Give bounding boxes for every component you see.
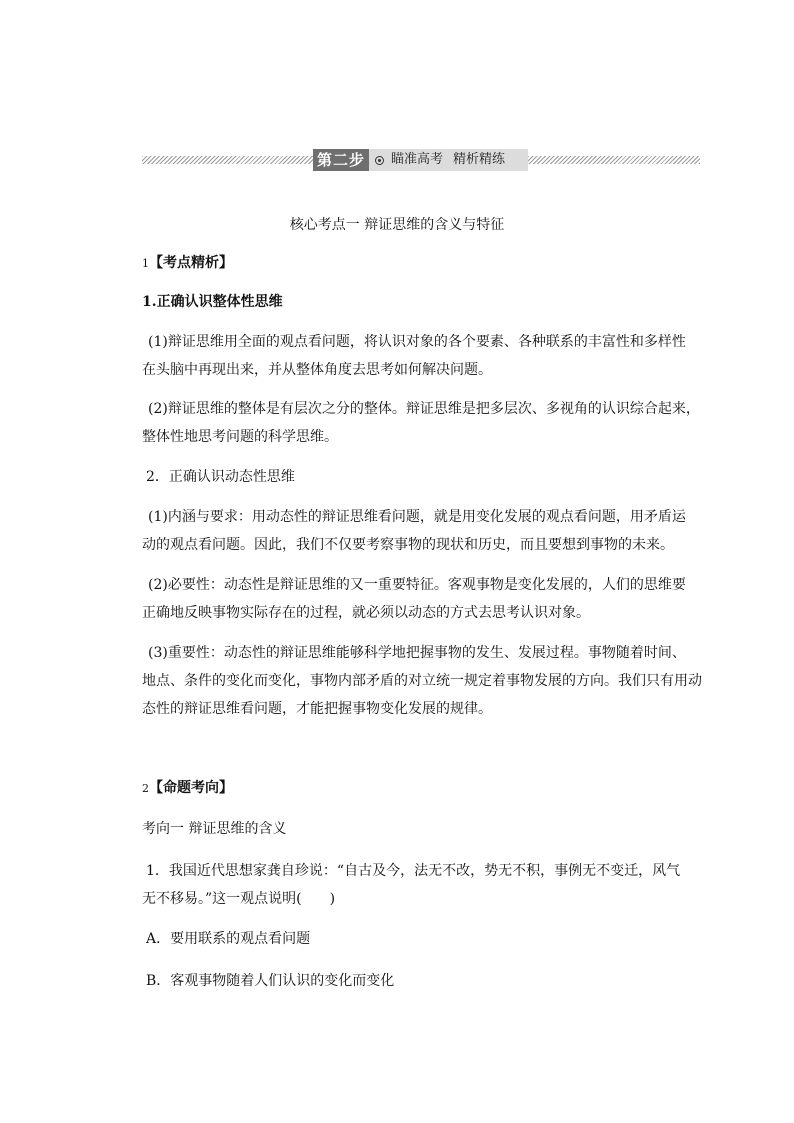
paragraph-text: 辩证思维的整体是有层次之分的整体。辩证思维是把多层次、多视角的认识综合起来，: [167, 401, 700, 417]
heading-number: 1.: [142, 294, 157, 310]
paragraph-2-line-2: 整体性地思考问题的科学思维。: [142, 429, 338, 445]
heading-holistic-thinking: [142, 292, 283, 312]
paragraph-5-line-2: 地点、条件的变化而变化，事物内部矛盾的对立统一规定着事物发展的方向。我们只有用动: [142, 673, 702, 689]
part-label: 【命题考向】: [149, 780, 233, 796]
paragraph-5-line-3: 态性的辩证思维看问题，才能把握事物变化发展的规律。: [142, 701, 492, 717]
paragraph-text: 必要性：动态性是辩证思维的又一重要特征。客观事物是变化发展的，人们的思维要: [167, 577, 686, 593]
paragraph-1-line-2: 在头脑中再现出来，并从整体角度去思考如何解决问题。: [142, 362, 492, 378]
bullet-circle-icon: [375, 156, 384, 165]
paragraph-2-line-1: [142, 399, 700, 419]
banner-hatch-left: [142, 156, 313, 164]
question-number: 1．: [146, 863, 169, 879]
paragraph-3-line-2: 动的观点看问题。因此，我们不仅要考察事物的现状和历史，而且要想到事物的未来。: [142, 537, 674, 553]
option-text: 客观事物随着人们认识的变化而变化: [170, 973, 395, 989]
banner-badge: [313, 149, 528, 171]
question-1-line-1: [142, 861, 680, 881]
banner-subtitle: [369, 149, 528, 171]
option-text: 要用联系的观点看问题: [170, 931, 311, 947]
banner-subtitle-a: 瞄准高考: [391, 152, 444, 167]
item-number: (1): [148, 334, 168, 350]
option-b[interactable]: [142, 971, 394, 991]
question-text: 我国近代思想家龚自珍说：“自古及今，法无不改，势无不积，事例无不变迁，风气: [168, 863, 681, 879]
option-letter: A．: [146, 931, 171, 947]
heading-text: 正确认识动态性思维: [168, 469, 295, 485]
paragraph-5-line-1: [142, 643, 686, 663]
section-banner: [142, 149, 700, 171]
part-number: 2: [142, 782, 149, 795]
paragraph-text: 内涵与要求：用动态性的辩证思维看问题，就是用变化发展的观点看问题，用矛盾运: [167, 509, 686, 525]
item-number: (2): [148, 401, 168, 417]
heading-number: 2．: [146, 469, 169, 485]
heading-dynamic-thinking: [142, 467, 295, 487]
paragraph-4-line-1: [142, 575, 686, 595]
part-heading-analysis: [142, 253, 233, 274]
option-letter: B．: [146, 973, 171, 989]
paragraph-3-line-1: [142, 507, 686, 527]
option-a[interactable]: [142, 929, 310, 949]
paragraph-4-line-2: 正确地反映事物实际存在的过程，就必须以动态的方式去思考认识对象。: [142, 605, 590, 621]
part-number: 1: [142, 257, 149, 270]
item-number: (1): [148, 509, 168, 525]
question-1-line-2: 无不移易。”这一观点说明( ): [142, 891, 336, 907]
item-number: (2): [148, 577, 168, 593]
part-heading-directions: [142, 778, 233, 799]
banner-step-label: 第二步: [313, 149, 369, 171]
item-number: (3): [148, 645, 168, 661]
banner-subtitle-b: 精析精练: [453, 152, 506, 167]
paragraph-text: 重要性：动态性的辩证思维能够科学地把握事物的发生、发展过程。事物随着时间、: [167, 645, 686, 661]
part-label: 【考点精析】: [149, 255, 233, 271]
banner-hatch-right: [528, 156, 700, 164]
paragraph-1-line-1: [142, 332, 686, 352]
paragraph-text: 辩证思维用全面的观点看问题，将认识对象的各个要素、各种联系的丰富性和多样性: [167, 334, 686, 350]
section-title: 核心考点一 辩证思维的含义与特征: [289, 217, 505, 233]
heading-text: 正确认识整体性思维: [156, 294, 283, 310]
direction-heading: 考向一 辩证思维的含义: [142, 821, 287, 837]
